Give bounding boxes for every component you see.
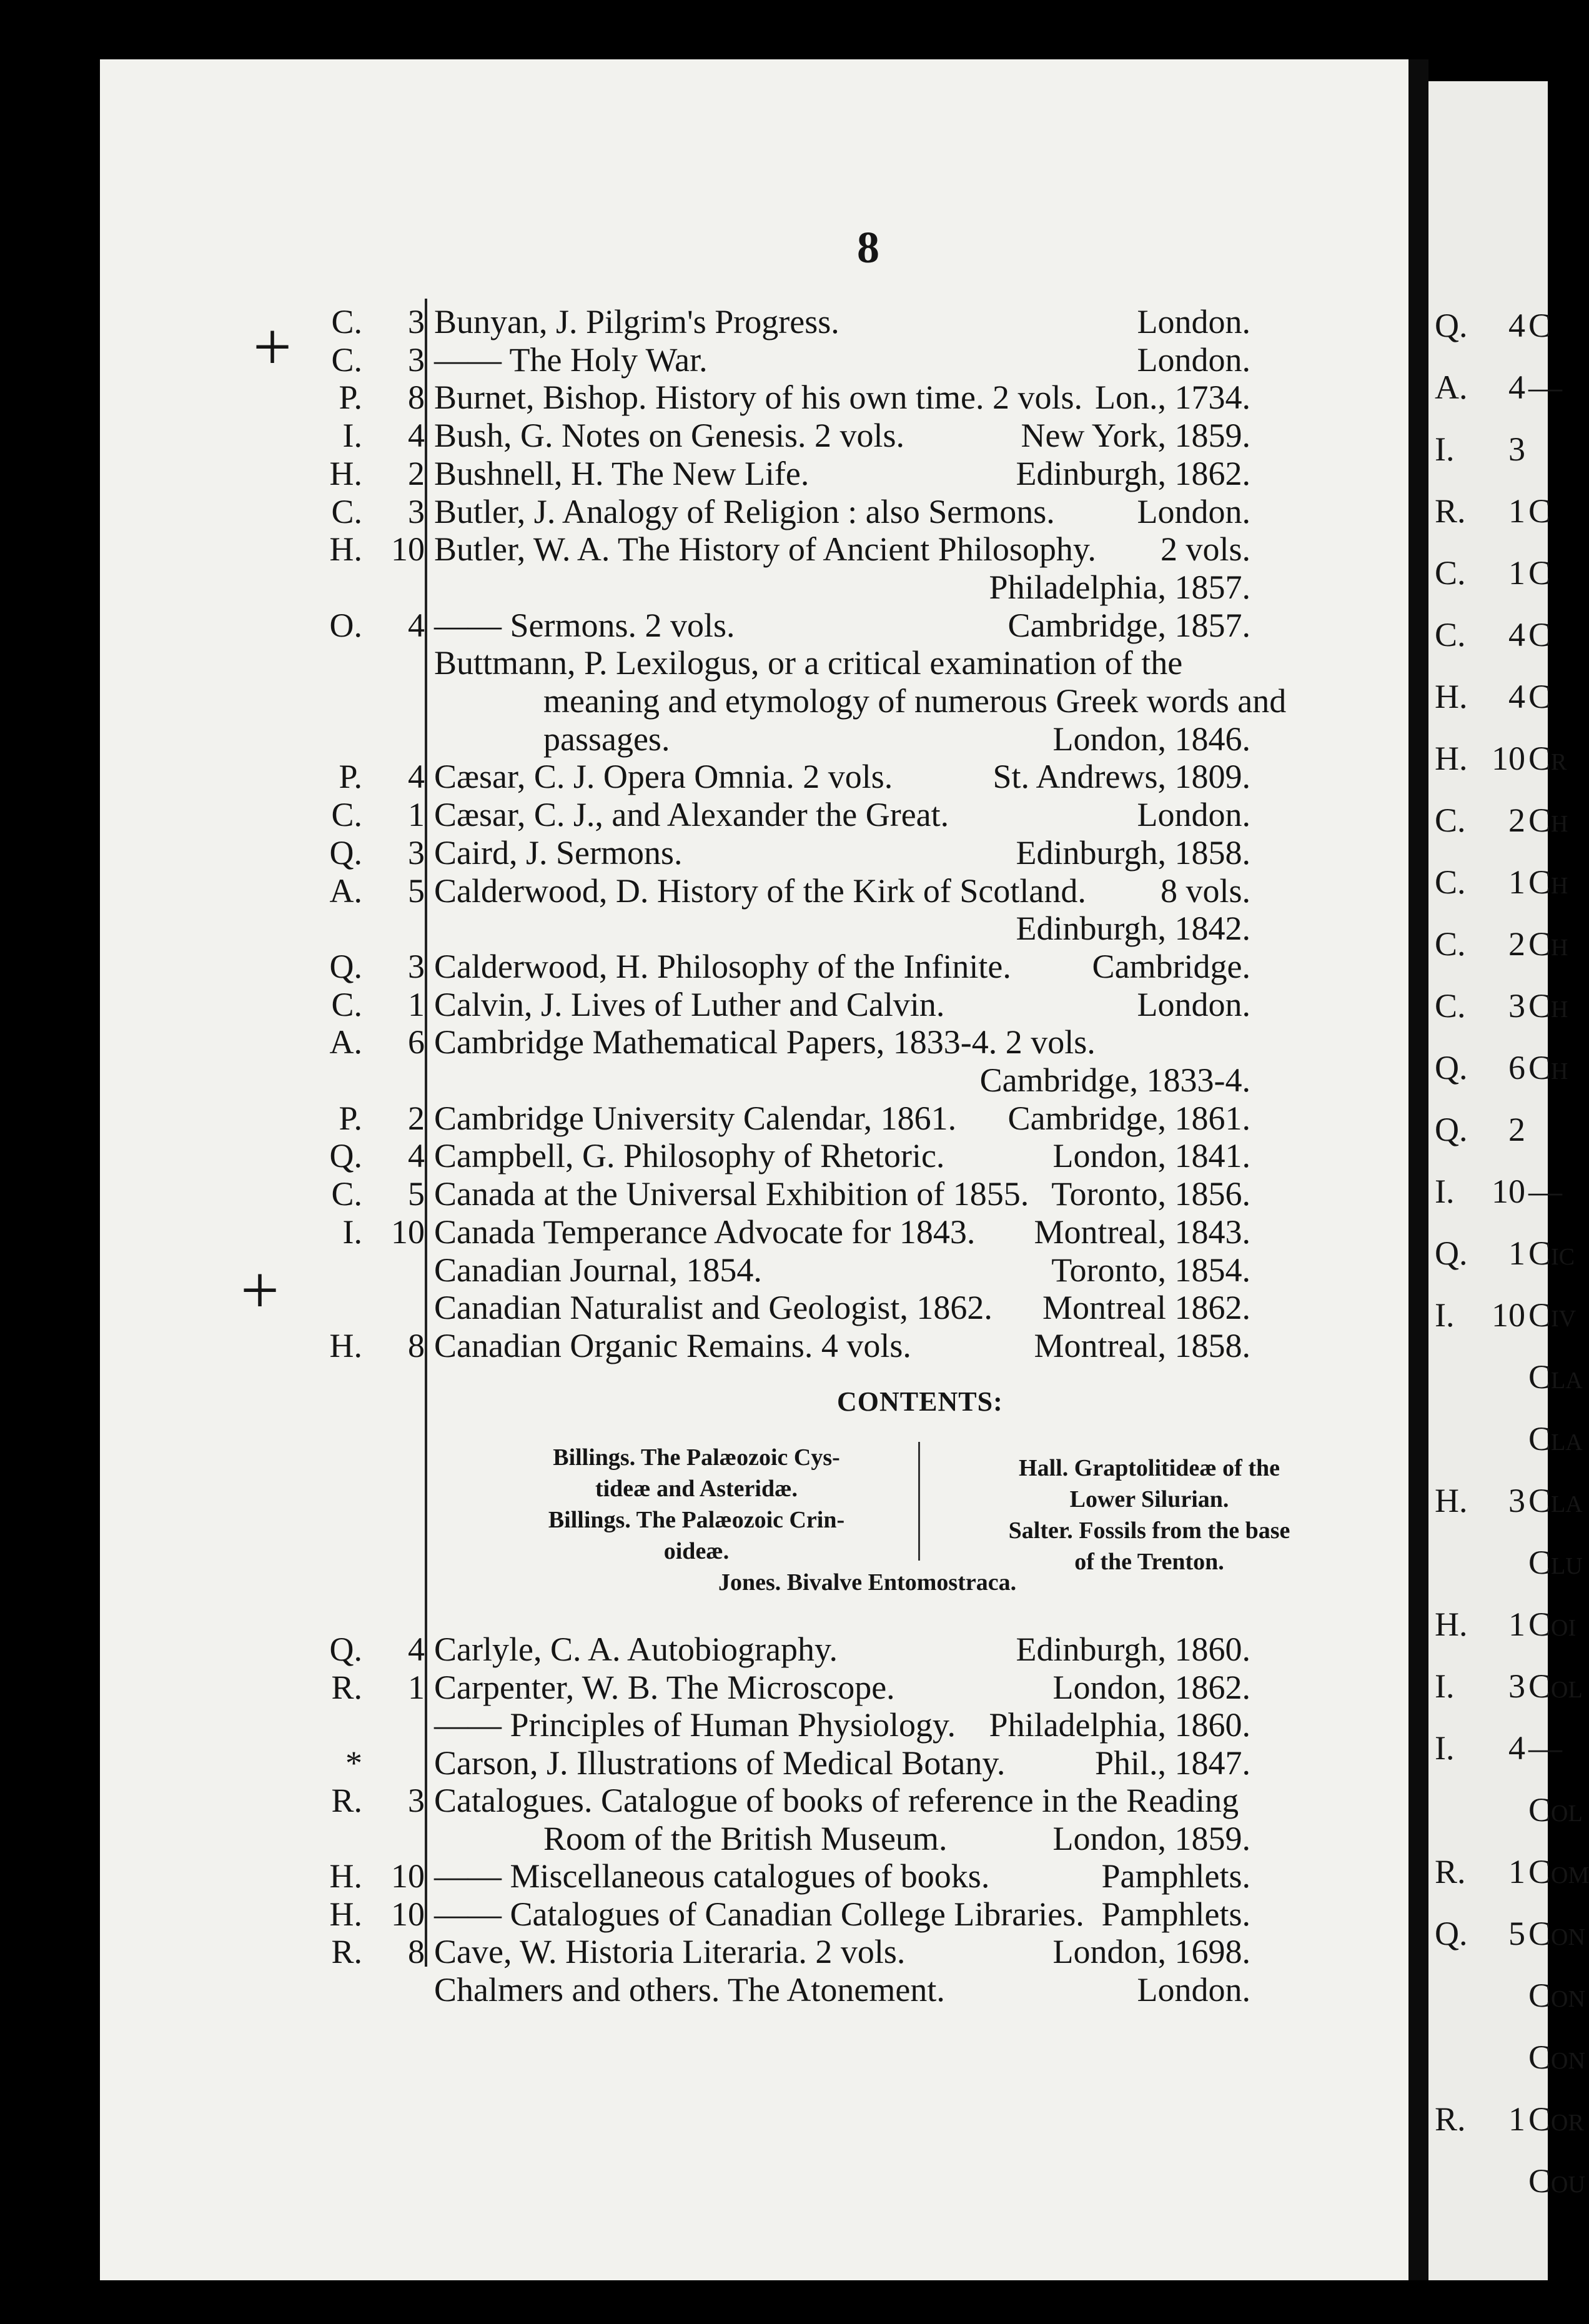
adjacent-entry-fragment: Con — [1528, 1977, 1585, 2014]
adjacent-entry-fragment: Cou — [1528, 2162, 1585, 2200]
entry-title: Buttmann, P. Lexilogus, or a critical examination of the — [434, 644, 1183, 682]
contents-line: Billings. The Palæozoic Crin- — [548, 1507, 845, 1533]
shelf-number: 3 — [408, 303, 425, 340]
entry-place-date: London, 1846. — [1052, 720, 1250, 758]
shelf-number: 4 — [408, 1631, 425, 1668]
contents-right-column — [931, 1452, 1368, 1577]
entry-title: —— The Holy War. — [434, 340, 708, 379]
shelf-location: C. — [331, 303, 362, 340]
entry-place-date: Cambridge, 1857. — [1007, 606, 1250, 644]
entry-place-date: London. — [1137, 796, 1250, 834]
shelf-location: H. — [329, 1895, 362, 1933]
entry-place-date: Montreal, 1858. — [1034, 1326, 1250, 1364]
adjacent-shelf-number: 10 — [1492, 1296, 1525, 1334]
shelf-number: 3 — [408, 340, 425, 379]
shelf-number: 8 — [408, 379, 425, 417]
adjacent-shelf-location: H. — [1435, 1482, 1468, 1519]
adjacent-shelf-location: I. — [1435, 1296, 1455, 1334]
adjacent-shelf-location: H. — [1435, 678, 1468, 715]
shelf-location: Q. — [329, 947, 362, 985]
adjacent-shelf-number: 3 — [1508, 430, 1525, 468]
catalogue-entry — [0, 1058, 1408, 1102]
entry-place-date: London, 1841. — [1052, 1137, 1250, 1175]
shelf-number: 3 — [408, 492, 425, 530]
entry-title: Butler, J. Analogy of Religion : also Sermons. — [434, 492, 1055, 530]
shelf-location: C. — [331, 1175, 362, 1213]
adjacent-shelf-number: 2 — [1508, 1111, 1525, 1148]
catalogue-entry — [0, 1020, 1408, 1064]
catalogue-entry — [0, 300, 1408, 344]
adjacent-entry-fragment: C — [1528, 307, 1552, 344]
adjacent-entry-fragment: C — [1528, 554, 1552, 592]
entry-title: Bushnell, H. The New Life. — [434, 454, 809, 492]
shelf-location: P. — [339, 758, 362, 796]
shelf-location: R. — [331, 1933, 362, 1970]
adjacent-entry-fragment: Cla — [1528, 1482, 1583, 1519]
shelf-location: A. — [329, 1023, 362, 1061]
catalogue-entry — [0, 452, 1408, 495]
entry-title: Cambridge University Calendar, 1861. — [434, 1099, 957, 1137]
shelf-number: 4 — [408, 1137, 425, 1175]
entry-place-date: 8 vols. — [1160, 872, 1250, 910]
adjacent-entry-fragment: — — [1528, 369, 1562, 406]
entry-place-date: St. Andrews, 1809. — [993, 758, 1250, 796]
catalogue-entry — [0, 1779, 1408, 1822]
entry-place-date: Cambridge, 1833-4. — [979, 1061, 1250, 1099]
adjacent-entry-fragment: — — [1528, 1173, 1562, 1210]
adjacent-entry-fragment: Cr — [1528, 740, 1567, 777]
adjacent-shelf-location: I. — [1435, 1667, 1455, 1705]
catalogue-entry — [0, 1666, 1408, 1709]
shelf-number: 10 — [391, 1857, 425, 1895]
adjacent-shelf-location: H. — [1435, 1606, 1468, 1643]
adjacent-shelf-location: I. — [1435, 1173, 1455, 1210]
entry-title: Bush, G. Notes on Genesis. 2 vols. — [434, 417, 904, 455]
shelf-location: * — [345, 1744, 362, 1782]
catalogue-entry — [0, 983, 1408, 1026]
entry-title: Calderwood, H. Philosophy of the Infinite. — [434, 947, 1011, 985]
contents-line: Lower Silurian. — [1069, 1486, 1229, 1512]
shelf-location: R. — [331, 1668, 362, 1706]
catalogue-entry — [0, 1703, 1408, 1747]
entry-title: Carpenter, W. B. The Microscope. — [434, 1668, 895, 1706]
entry-title: Cæsar, C. J., and Alexander the Great. — [434, 796, 949, 834]
adjacent-shelf-number: 1 — [1508, 863, 1525, 901]
adjacent-entry-fragment: Cic — [1528, 1234, 1575, 1272]
adjacent-shelf-location: R. — [1435, 2100, 1466, 2138]
shelf-number: 4 — [408, 758, 425, 796]
shelf-number: 2 — [408, 454, 425, 492]
entry-title: Calderwood, D. History of the Kirk of Scotland. — [434, 872, 1086, 910]
entry-title: Chalmers and others. The Atonement. — [434, 1970, 945, 2009]
shelf-location: H. — [329, 530, 362, 569]
pencil-cross-mark: + — [240, 1252, 280, 1328]
adjacent-shelf-number: 1 — [1508, 1853, 1525, 1890]
shelf-location: H. — [329, 454, 362, 492]
shelf-number: 10 — [391, 530, 425, 569]
shelf-number: 1 — [408, 985, 425, 1023]
adjacent-shelf-location: Q. — [1435, 307, 1468, 344]
catalogue-entry — [0, 1134, 1408, 1178]
catalogue-entry — [0, 1324, 1408, 1368]
shelf-location: I. — [342, 417, 362, 455]
entry-title: Canadian Organic Remains. 4 vols. — [434, 1326, 911, 1364]
adjacent-entry-fragment: C — [1528, 678, 1552, 715]
catalogue-entry — [0, 375, 1408, 419]
entry-title: Carson, J. Illustrations of Medical Botany. — [434, 1744, 1006, 1782]
shelf-location: C. — [331, 985, 362, 1023]
adjacent-entry-fragment: Con — [1528, 1915, 1585, 1952]
page-gutter — [1408, 59, 1428, 2280]
shelf-number: 10 — [391, 1895, 425, 1933]
entry-title: Campbell, G. Philosophy of Rhetoric. — [434, 1137, 945, 1175]
shelf-location: H. — [329, 1326, 362, 1364]
shelf-location: Q. — [329, 1631, 362, 1668]
contents-line: Billings. The Palæozoic Cys- — [553, 1444, 840, 1471]
entry-place-date: London. — [1137, 303, 1250, 340]
shelf-number: 5 — [408, 1175, 425, 1213]
entry-place-date: London, 1698. — [1052, 1933, 1250, 1970]
adjacent-shelf-location: Q. — [1435, 1915, 1468, 1952]
catalogue-entry — [0, 1968, 1408, 2012]
shelf-number: 5 — [408, 872, 425, 910]
catalogue-entry — [0, 869, 1408, 913]
adjacent-shelf-location: A. — [1435, 369, 1468, 406]
shelf-location: Q. — [329, 1137, 362, 1175]
shelf-location: C. — [331, 340, 362, 379]
adjacent-shelf-location: C. — [1435, 802, 1466, 839]
entry-title: Bunyan, J. Pilgrim's Progress. — [434, 303, 839, 340]
page-number: 8 — [857, 222, 879, 272]
adjacent-entry-fragment: Cor — [1528, 2100, 1584, 2138]
catalogue-entry — [0, 603, 1408, 647]
shelf-number: 8 — [408, 1326, 425, 1364]
entry-title: Canada at the Universal Exhibition of 1855. — [434, 1175, 1029, 1213]
adjacent-shelf-number: 1 — [1508, 2100, 1525, 2138]
contents-line: oideæ. — [663, 1538, 730, 1564]
catalogue-entry — [0, 906, 1408, 950]
shelf-number: 6 — [408, 1023, 425, 1061]
catalogue-entry — [0, 565, 1408, 609]
adjacent-shelf-location: C. — [1435, 987, 1466, 1025]
entry-title: —— Sermons. 2 vols. — [434, 606, 735, 644]
adjacent-shelf-location: H. — [1435, 740, 1468, 777]
shelf-number: 3 — [408, 833, 425, 872]
entry-place-date: Pamphlets. — [1101, 1895, 1250, 1933]
catalogue-entry — [0, 1248, 1408, 1292]
contents-bottom-line: Jones. Bivalve Entomostraca. — [718, 1569, 1017, 1596]
entry-place-date: London. — [1137, 340, 1250, 379]
contents-left-column — [484, 1442, 909, 1567]
entry-place-date: London. — [1137, 1970, 1250, 2009]
entry-title: Cæsar, C. J. Opera Omnia. 2 vols. — [434, 758, 893, 796]
adjacent-entry-fragment: Col — [1528, 1667, 1583, 1705]
shelf-number: 8 — [408, 1933, 425, 1970]
pencil-cross-mark: + — [253, 309, 292, 385]
catalogue-entry — [0, 1892, 1408, 1936]
catalogue-entry — [0, 641, 1408, 685]
shelf-number: 3 — [408, 1782, 425, 1819]
entry-title: passages. — [543, 720, 670, 758]
adjacent-shelf-location: Q. — [1435, 1049, 1468, 1086]
catalogue-entry — [0, 755, 1408, 798]
adjacent-entry-fragment: C — [1528, 616, 1552, 653]
shelf-location: R. — [331, 1782, 362, 1819]
entry-title: Catalogues. Catalogue of books of reference in the Reading — [434, 1782, 1239, 1819]
adjacent-entry-fragment: Civ — [1528, 1296, 1577, 1334]
adjacent-shelf-number: 4 — [1508, 616, 1525, 653]
shelf-location: Q. — [329, 833, 362, 872]
entry-place-date: Edinburgh, 1862. — [1016, 454, 1250, 492]
entry-title: Calvin, J. Lives of Luther and Calvin. — [434, 985, 945, 1023]
entry-title: —— Catalogues of Canadian College Libraries. — [434, 1895, 1084, 1933]
catalogue-entry — [0, 793, 1408, 837]
entry-place-date: London. — [1137, 492, 1250, 530]
adjacent-shelf-location: C. — [1435, 925, 1466, 963]
adjacent-entry-fragment: Ch — [1528, 987, 1568, 1025]
adjacent-shelf-location: C. — [1435, 554, 1466, 592]
catalogue-entry — [0, 1286, 1408, 1329]
catalogue-entry — [0, 1741, 1408, 1785]
entry-title: —— Principles of Human Physiology. — [434, 1706, 956, 1744]
catalogue-entry — [0, 490, 1408, 534]
entry-title: Canada Temperance Advocate for 1843. — [434, 1213, 976, 1251]
entry-place-date: Edinburgh, 1842. — [1016, 910, 1250, 948]
adjacent-shelf-number: 10 — [1492, 740, 1525, 777]
contents-line: of the Trenton. — [1074, 1549, 1224, 1575]
entry-place-date: Edinburgh, 1860. — [1016, 1631, 1250, 1668]
entry-title: meaning and etymology of numerous Greek words and — [543, 682, 1287, 720]
adjacent-shelf-number: 1 — [1508, 1234, 1525, 1272]
shelf-location: H. — [329, 1857, 362, 1895]
contents-line: Salter. Fossils from the base — [1008, 1517, 1290, 1544]
contents-line: Hall. Graptolitideæ of the — [1019, 1455, 1280, 1481]
shelf-number: 4 — [408, 417, 425, 455]
adjacent-entry-fragment: Cla — [1528, 1420, 1583, 1457]
adjacent-shelf-location: R. — [1435, 492, 1466, 530]
entry-place-date: 2 vols. — [1160, 530, 1250, 569]
adjacent-shelf-number: 1 — [1508, 554, 1525, 592]
adjacent-shelf-number: 5 — [1508, 1915, 1525, 1952]
entry-place-date: Philadelphia, 1857. — [989, 568, 1250, 606]
entry-title: Burnet, Bishop. History of his own time. 2 vols. — [434, 379, 1082, 417]
shelf-location: C. — [331, 492, 362, 530]
adjacent-entry-fragment: Ch — [1528, 863, 1568, 901]
entry-place-date: Montreal 1862. — [1042, 1289, 1250, 1327]
adjacent-shelf-location: C. — [1435, 863, 1466, 901]
adjacent-shelf-number: 1 — [1508, 492, 1525, 530]
shelf-number: 2 — [408, 1099, 425, 1137]
adjacent-shelf-number: 6 — [1508, 1049, 1525, 1086]
catalogue-entry — [0, 1172, 1408, 1216]
adjacent-entry-fragment: C — [1528, 492, 1552, 530]
catalogue-entry — [0, 1210, 1408, 1254]
adjacent-entry-fragment: Ch — [1528, 925, 1568, 963]
adjacent-shelf-number: 2 — [1508, 802, 1525, 839]
entry-title: Canadian Naturalist and Geologist, 1862. — [434, 1289, 993, 1327]
contents-line: tideæ and Asteridæ. — [595, 1476, 798, 1502]
entry-title: Cave, W. Historia Literaria. 2 vols. — [434, 1933, 906, 1970]
catalogue-entry — [0, 527, 1408, 571]
catalogue-entry — [0, 1817, 1408, 1860]
entry-title: Cambridge Mathematical Papers, 1833-4. 2 vols. — [434, 1023, 1096, 1061]
adjacent-shelf-number: 3 — [1508, 987, 1525, 1025]
entry-title: Caird, J. Sermons. — [434, 833, 683, 872]
entry-place-date: Philadelphia, 1860. — [989, 1706, 1250, 1744]
shelf-location: C. — [331, 796, 362, 834]
adjacent-shelf-number: 4 — [1508, 678, 1525, 715]
adjacent-shelf-location: I. — [1435, 1729, 1455, 1767]
adjacent-entry-fragment: Cla — [1528, 1358, 1583, 1396]
entry-title: Butler, W. A. The History of Ancient Philosophy. — [434, 530, 1096, 569]
adjacent-entry-fragment: Ch — [1528, 802, 1568, 839]
entry-place-date: Cambridge. — [1092, 947, 1250, 985]
entry-place-date: Pamphlets. — [1101, 1857, 1250, 1895]
adjacent-shelf-number: 3 — [1508, 1482, 1525, 1519]
adjacent-shelf-number: 3 — [1508, 1667, 1525, 1705]
shelf-location: P. — [339, 1099, 362, 1137]
adjacent-shelf-number: 10 — [1492, 1173, 1525, 1210]
adjacent-shelf-number: 1 — [1508, 1606, 1525, 1643]
catalogue-entry — [0, 831, 1408, 875]
shelf-number: 1 — [408, 796, 425, 834]
shelf-location: O. — [329, 606, 362, 644]
adjacent-entry-fragment: Ch — [1528, 1049, 1568, 1086]
adjacent-entry-fragment: Col — [1528, 1791, 1583, 1829]
catalogue-entry — [0, 1627, 1408, 1671]
entry-place-date: Toronto, 1856. — [1051, 1175, 1250, 1213]
catalogue-entry — [0, 945, 1408, 988]
adjacent-shelf-number: 4 — [1508, 369, 1525, 406]
catalogue-entry — [0, 679, 1408, 723]
adjacent-shelf-location: C. — [1435, 616, 1466, 653]
entry-place-date: London, 1862. — [1052, 1668, 1250, 1706]
catalogue-entry — [0, 338, 1408, 382]
entry-place-date: London. — [1137, 985, 1250, 1023]
shelf-number: 4 — [408, 606, 425, 644]
adjacent-page-edge — [1428, 81, 1589, 2280]
entry-place-date: New York, 1859. — [1021, 417, 1250, 455]
adjacent-entry-fragment: Coi — [1528, 1606, 1577, 1643]
entry-place-date: Cambridge, 1861. — [1007, 1099, 1250, 1137]
adjacent-shelf-location: R. — [1435, 1853, 1466, 1890]
adjacent-shelf-number: 2 — [1508, 925, 1525, 963]
entry-place-date: London, 1859. — [1052, 1819, 1250, 1857]
catalogue-entry — [0, 414, 1408, 457]
adjacent-shelf-location: Q. — [1435, 1111, 1468, 1148]
entry-place-date: Phil., 1847. — [1094, 1744, 1250, 1782]
adjacent-shelf-location: I. — [1435, 430, 1455, 468]
shelf-number: 1 — [408, 1668, 425, 1706]
shelf-location: I. — [342, 1213, 362, 1251]
catalogue-entry — [0, 1930, 1408, 1974]
entry-title: Carlyle, C. A. Autobiography. — [434, 1631, 838, 1668]
adjacent-entry-fragment: — — [1528, 1729, 1562, 1767]
entry-title: Room of the British Museum. — [543, 1819, 948, 1857]
adjacent-shelf-number: 4 — [1508, 307, 1525, 344]
shelf-number: 10 — [391, 1213, 425, 1251]
adjacent-shelf-number: 4 — [1508, 1729, 1525, 1767]
shelf-location: A. — [329, 872, 362, 910]
adjacent-entry-fragment: Con — [1528, 2038, 1585, 2076]
entry-place-date: Toronto, 1854. — [1051, 1251, 1250, 1289]
catalogue-entry — [0, 1096, 1408, 1140]
contents-heading: CONTENTS: — [837, 1386, 1003, 1417]
entry-place-date: Edinburgh, 1858. — [1016, 833, 1250, 872]
entry-place-date: Montreal, 1843. — [1034, 1213, 1250, 1251]
adjacent-entry-fragment: Clu — [1528, 1544, 1583, 1581]
entry-place-date: Lon., 1734. — [1095, 379, 1250, 417]
entry-title: —— Miscellaneous catalogues of books. — [434, 1857, 990, 1895]
contents-divider — [918, 1442, 920, 1561]
adjacent-entry-fragment: Com — [1528, 1853, 1589, 1890]
shelf-location: P. — [339, 379, 362, 417]
shelf-number: 3 — [408, 947, 425, 985]
adjacent-shelf-location: Q. — [1435, 1234, 1468, 1272]
catalogue-entry — [0, 1854, 1408, 1898]
entry-title: Canadian Journal, 1854. — [434, 1251, 762, 1289]
catalogue-entry — [0, 717, 1408, 761]
